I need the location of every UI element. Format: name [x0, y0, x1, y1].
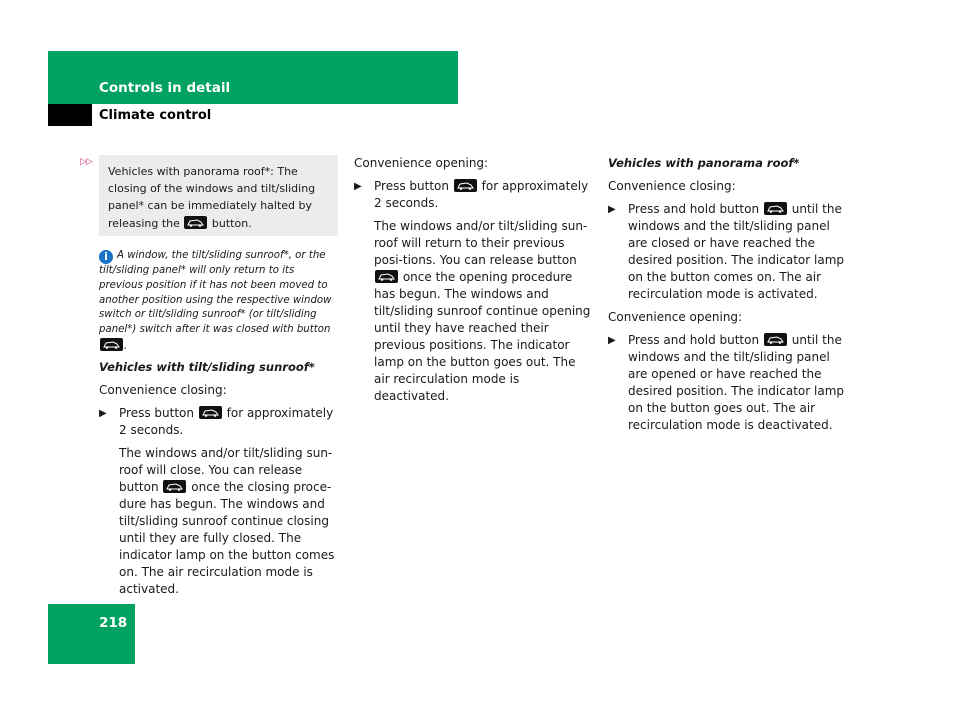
step-close: ▶ Press and hold button until the windows and the tilt/sliding panel are closed or have reached the desired position. The indicator lamp on the button comes on. The air recirculation mode is activated.	[608, 202, 844, 301]
convenience-closing-label: Convenience closing:	[99, 383, 227, 397]
recirculation-button-icon	[375, 270, 398, 283]
note-box	[99, 155, 338, 236]
convenience-opening-label: Convenience opening:	[608, 310, 743, 324]
recirculation-button-icon	[100, 338, 123, 351]
recirculation-button-icon	[764, 333, 787, 346]
recirculation-button-icon	[163, 480, 186, 493]
page-number: 218	[99, 615, 128, 631]
opening-description: The windows and/or tilt/sliding sun-roof will return to their previous posi-tions. You can release button once the opening procedure has begun. The windows and tilt/sliding sunroof continue opening until they have reached their previous positions. The indicator lamp on the button goes out. The air recirculation mode is deactivated.	[374, 219, 591, 403]
heading-panorama: Vehicles with panorama roof*	[608, 156, 800, 170]
subsection-marker	[48, 104, 92, 126]
section-title: Controls in detail	[99, 80, 231, 96]
info-icon: i	[99, 250, 113, 264]
header-bar	[48, 51, 458, 104]
info-note: i A window, the tilt/sliding sunroof*, or the tilt/sliding panel* will only return to its previous position if it has not been moved to another position using the respective window switch or tilt/sliding sunroof* (or tilt/sliding panel*) switch after it was closed with button .	[99, 250, 332, 352]
page-number-box	[48, 604, 135, 664]
column-1	[99, 359, 339, 604]
closing-description: The windows and/or tilt/sliding sun-roof will close. You can release button once the closing proce-dure has begun. The windows and tilt/sliding sunroof continue closing until they are fully closed. The indicator lamp on the button comes on. The air recirculation mode is activated.	[119, 446, 335, 596]
recirculation-button-icon	[199, 406, 222, 419]
column-3	[608, 155, 848, 440]
bullet-icon: ▶	[608, 204, 616, 215]
subsection-title: Climate control	[99, 108, 212, 123]
bullet-icon: ▶	[608, 335, 616, 346]
recirculation-button-icon	[184, 216, 207, 229]
recirculation-button-icon	[764, 202, 787, 215]
step-press-button: ▶ Press button for approximately 2 seconds.	[99, 406, 334, 437]
step-open: ▶ Press and hold button until the windows and the tilt/sliding panel are opened or have reached the desired position. The indicator lamp on the button goes out. The air recirculation mode is deactivated.	[608, 333, 844, 432]
bullet-icon: ▶	[354, 181, 362, 192]
continuation-icon: ▷▷	[80, 157, 92, 167]
column-2	[354, 155, 592, 411]
note-text: Vehicles with panorama roof*: The closing of the windows and tilt/sliding panel* can be immediately halted by releasing the button.	[108, 165, 316, 230]
heading-sunroof: Vehicles with tilt/sliding sunroof*	[99, 360, 315, 374]
convenience-closing-label: Convenience closing:	[608, 179, 736, 193]
step-press-button: ▶ Press button for approximately 2 seconds.	[354, 179, 589, 210]
convenience-opening-label: Convenience opening:	[354, 156, 489, 170]
bullet-icon: ▶	[99, 408, 107, 419]
recirculation-button-icon	[454, 179, 477, 192]
